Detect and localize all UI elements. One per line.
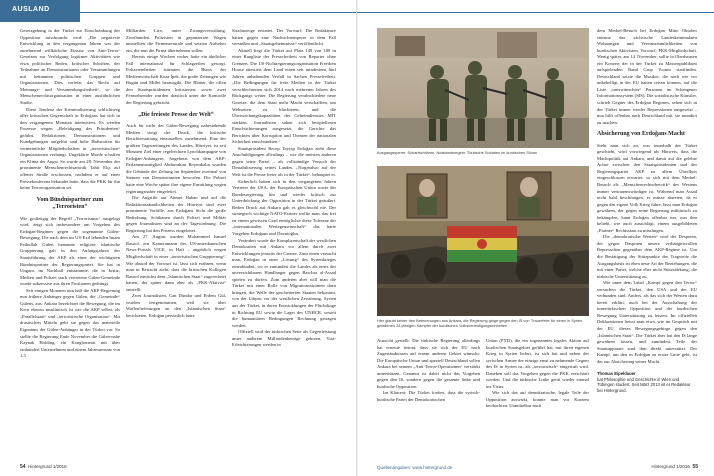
photo-caption: Ausgangssperre. Scharfschützen. Notstandsregeln: Türkische Soldaten im kurdischen Silvan xyxy=(377,150,537,155)
right-column-2 xyxy=(486,338,589,456)
paragraph: Wie unter dem Label „Kampf gegen den Terror“ versuchen die Türkei, den USA und der EU verbunden sind. Anders, als das sich der Westen dazu bereit erklärt, auch bei der Ausschaltung der innertürkischen Opposition und der kurdischen Bewegung Unterstützung zu leisten. Im offiziellen Deklarationen heisst man etwa, wie im Gespräch mit der EU, dieses Bewegungsgebirge gegen den „Islamischen Staat“. Die Türkei aber hat den IS lange gewähren lassen, und zumindest Teile der Staatsapparate sind ihm direkt unterstützt. Der Kampf, um den es Erdoğan zu erster Linie geht, ist der zur Absicherung seiner Macht. xyxy=(597,280,697,364)
paragraph: Gesetzgebung in der Türkei zur Einschränkung der Opposition missbraucht wird: „Die negativste Entwicklung in den vergangenen Jahren war der zunehmend willkürliche Einsatz von Anti-Terror-Gesetzen zur Verfolgung legitimer Aktivitäten wie etwa politischer Reden, kritischer Schriften, der Teilnahme an Demonstrationen oder Versammlungen mit bekannten politischen Gruppen und Organisationen. Dies verletzt das Recht auf Meinungs- und Versammlungsfreiheit“, so die Menschenrechtsorganisation in einer ausführlichen Studie. xyxy=(20,28,120,106)
left-column-2 xyxy=(126,28,226,456)
photo-memorial xyxy=(377,166,589,316)
page-number: 55 xyxy=(692,464,698,470)
paragraph: Am 27. August wurden Mohammed Ismael Rasool, ein Kameramann des US-amerikanischen News-Portals VICE, in Haft – angeblich wegen Mitgliedschaft in einer „terroristischen Gruppierung“. Wie absurd der Vorwurf ist, lässt sich erahnen, wenn man in Betracht zieht, dass die britischen Kollegen Rasool zunächst dem „Islamischen Staat“ zugerechnet hatten, der später dann aber als „PKK-Aktivist“ entstellt. xyxy=(126,234,226,292)
paragraph: Aussicht gestellt. Die türkische Regierung allerdings hat erneute betont, dass sie sich der EU nach Zugeständnissen auf einem anderen Gebiet wünscht: Die Europäische Union und speziell Deutschland sollen Ankara bei seinem „Anti-Terror-Operationen“ verstärkt unterstützen. Genannt ist dabei nicht das Vorgehen gegen den IS, sondern gegen die gesamte linke und kurdische Opposition. xyxy=(377,338,480,389)
paragraph: Diese Tendenz der Kriminalisierung schlichtweg aller kritischen Gegenschaft in Erdoğans hat sich in den vergangenen Monaten intensiviert. Es werden Prozesse wegen „Beleidigung des Präsidenten“ geführt, Redaktionen, Demonstrationen und Kundgebungen aufgelöst und hohe Haftstrafen für vermeintliche Mitgliedschaften in „terroristischen“ Organisationen verhängt. Ungeklärte Morde schaffen ein Klima der Angst. So wurde am 28. November der prominente Menschenrechtsanwalt Tahir Elçi auf offener Straße erschossen, nachdem er auf einer Pressekonferenz bekundet hatte, dass die PKK für ihn keine Terrororganisation sei. xyxy=(20,106,120,191)
subheading: Absicherung von Erdoğans Macht xyxy=(597,131,685,138)
paragraph: Aktuell liegt die Türkei auf Platz 149 von 180 in einer Rangliste der Pressefreiheit von Reporter ohne Grenzen. Die US-Nichtregierungsorganisation Freedom House attestiert dem Land einen seit mindestens fünf Jahren anhaltenden Verfall in Sachen Pressefreiheit. „Die Bedingungen für freie Medien in der Türkei verschlechterten sich 2014 nach mehreren Jahren des Rückgangs weiter. Die Regierung verabschiedete neue Gesetze, die dem Staat mehr Macht verschafften, um Webseiten zu blockieren, und die Überwachungskapazitäten des Geheimdienstes MİT stärkten. Journalisten sahen sich beispiellosen Einschüchterungen ausgesetzt, die Gerichte das Berichten über Korruption und Themen der nationalen Sicherheit einschränkten.“ xyxy=(232,47,336,145)
left-column-1 xyxy=(20,28,120,456)
memorial-photo-illustration xyxy=(377,166,589,316)
paragraph: Wie sich das auf demokratische, legale Teile der Opposition auswirkt, konnte man vor Kurzem beobachten. Unmittelbar nach xyxy=(486,390,589,409)
photo-soldiers xyxy=(377,28,589,148)
soldiers-photo-illustration xyxy=(377,28,589,148)
paragraph: Milliarden Lira, unter Zwangsverwaltung. Zweihundert Polizisten in gepanzerten Wagen umstellten die Firmenzentrale und setzten Aufseher ein, die nun die Firma übernehmen sollen. xyxy=(126,28,226,53)
page-number: 54 xyxy=(20,464,26,470)
author-name: Thomas Eipeldauer xyxy=(597,371,636,377)
paragraph: Auch für nicht der Gülen-Bewegung nahestehende Medien steigt der Druck, die kritische Berichterstattung einzustellen, zunehmend. Eine der größten Tageszeitungen des Landes, Hürriyet, ist seit Monaten Ziel einer regelrechten Lynchkampagne von Erdoğan-Anhängern. Angeheizt von dem AKP-Parlamentsmitglied Abdurrahim Boynukalın wurden die Gebäude der Zeitung im September zweimal von Steinen von Demonstranten beworfen. Die Polizei hatte eine Woche später ihre eigene Ermittlung wegen regierungsnaher eingeleitet. xyxy=(126,123,226,194)
sources-link[interactable]: Quellenangaben: www.hintergrund.de xyxy=(377,465,453,470)
magazine-issue: Hintergrund 1/2016 xyxy=(28,464,67,469)
right-column-1 xyxy=(377,338,480,456)
right-page xyxy=(357,0,714,476)
author-bio: hat Philosophie und Geschichte in Wien und Tübingen studiert. Seit März 2013 ist er Redakteur bei Hintergrund. xyxy=(597,376,691,393)
paragraph: Bereits einige Wochen vorher hatte ein ähnlicher Fall international für Schlagzeilen gesorgt. Polizeieinheiten stürmten die Büros der Medienwirtschaft Koza İpek, die große Zeitungen wie Bugün und Millet herausgibt. Die Blätter, die offen den Staatspräsidenten kritisierten, sowie zwei Fernsehsender wurden drastisch unter die Kontrolle der Regierung gebracht. xyxy=(126,54,226,106)
paragraph: Sicherlich haben sich in den vergangenen Jahren Vertreter der USA, der Europäischen Union sowie der Bundesregierung hin und wieder kritisch zur Unterdrückung der Opposition in der Türkei geäußert. Reden Druck auf Ankara gab es gleichwohl nie. Der strategisch wichtige NATO-Partner wollte man, das frei zu einem gewissen Grad ermöglichte diese Toleranz der „internationalen Wertegemeinschaft“ das harte Vorgehen Erdoğans und Davutoğlus. xyxy=(232,178,336,236)
paragraph: Strafanzeige erstattet. Der Vorwurf: Die Redakteure hätten gegen eine Nachrichtensperre in dem Fall verstoßen und „Staatsgeheimnisse“ veröffentlicht. xyxy=(232,28,336,47)
right-column-3 xyxy=(597,28,697,456)
paragraph: Staatspräsident Recep Tayyip Erdoğan zieht diese Anschuldigungen allerdings – wie die meisten anderen gegen seine Partei – als vollständige Versuch der Destabilisierung seines Landes. „Nirgendwo auf der Welt ist die Presse freier als in der Türkei“, behauptet er. xyxy=(232,145,336,178)
paragraph: Wie großzügig der Begriff „Terrorismus“ ausgelegt wird, zeigt sich insbesondere am Vorgehen des Erdoğan-Regimes gegen die sogenannte Gülen-Bewegung. Die nach dem im US-Exil lebenden Imam Fethullah Gülen benannte religiöse islamische Gruppierung galt in den Anfangsjahren der Staatsführung der AKP als einer der wichtigsten Bündnispartner der Regierungspartei. Sie hat in Ungarn, im Nachhall entstammte, die in Justiz, Medien und Polizei stark vertretene Gülen-Gemeinde wurde sukzessive aus ihren Positionen gedrängt. xyxy=(20,215,120,287)
paragraph: Im Klartext: Die Türkei fordert, dass die syrisch-kurdische Partei der Demokratischen xyxy=(377,390,480,402)
section-rubric xyxy=(0,0,80,22)
paragraph: Offiziell wird der türkischen Seite als Gegenleistung unter anderem Milliardenbeträge geboten, Visa-Erleichterungen werden in xyxy=(232,329,336,348)
left-column-3 xyxy=(232,28,336,456)
author-box xyxy=(597,371,697,393)
paragraph: Zwei Journalisten, Can Dündar und Erdem Gül, wurden festgenommen, weil sie über Waffenlieferungen an den „Islamischen Staat“ berichteten. Erdoğan persönlich hatte xyxy=(126,293,226,318)
header-rule xyxy=(80,12,357,13)
subheading: „Die freieste Presse der Welt“ xyxy=(138,111,214,118)
paragraph: Die „demokratische Werten“ wird der Despoten, der gegen Despoten unsere verhängnisvollen Repressalien gegenüber dem AKP-Regime ist. Um die Bestätigung der Stützpunkte der Tragweite die Ausgangsbasis ist eben neue Art der Beziehungen, die mit einer Partei, welche eher nicht Stützstärkung, die türkische Unterstützung zu. xyxy=(597,234,697,279)
paragraph: Union (PYD), die ein sogenanntes legales Aktion auf kurdischen Staatsgebiet geführt hat, mit ihren eigenen Krieg in Syrien liefert, ist sich hat und neben der syrischen Armee der einzige ernst zu nehmende Gegner des IS in Syrien ist, als „terroristisch“ eingestuft wird. Daneben soll das Vorgehen gegen die PKK verschärft werden. Und die türkische Linke gerät wieder einmal ins Visier. xyxy=(486,338,589,389)
paragraph: Die Angriffe auf Ahmet Hakan und auf die Redaktionsräumlichkeiten der Hürriyet sind zwei prominente Vorfälle, aus Erdoğans Sicht die große Bedrohung. Schikanen durch Polizei und Militär gegen Journalisten sind an der Tagesordnung. Die Regierung hat den Prozess eingeleitet. xyxy=(126,195,226,233)
subheading: Vom Bündnispartner zum „Terroristen“ xyxy=(36,196,104,211)
page-footer-left xyxy=(20,464,67,470)
paragraph: dem Merkel-Besuch bei Erdoğan Mitte Oktober stürmte das sächsische Landeskriminalamt Wohnungen und Vereinsräumlichkeiten von kurdischen Aktivisten. Vorwurf: PKK-Mitgliedschaft. Wenig später, am 14. November, sollte in Oberhausen ein Konzert der in der Türkei zu Massenpublikum aufspielenden Band Grup Yorum stattfinden. Deutschland setzte die Musiker, die nach wie vor unbehelligt in der EU hatten reisen können, auf die Liste „unerwünschter“ Personen im Schengener Informationssystem (SIS). Die sozialistische Künstler, schrieb Gegner des Erdoğan Regimes, sehen sich in der Türkei immer wieder Repressionen ausgesetzt – nun hilft offenbar auch Deutschland mit, sie mundtot zu machen. xyxy=(597,28,697,125)
photo-caption: Hier glaubt keiner den Beteuerungen aus Ankara, die Regierung ginge gegen den IS vor: Trauerfeier für einen in Syrien gefallenen 24-jährigen Kämpfer der kurdischen Volksverteidigungseinheiten xyxy=(377,318,583,329)
magazine-issue: Hintergrund 1/2016 xyxy=(651,464,690,469)
paragraph: Verändert wurde die Komplizenschaft der westlichen Demokratien mit Ankara vor allem durch zwei Entwicklungen jenseits der Grenze. Zum einen versucht man, Erdoğan in einer „Lösung“ des Syrienkrieges einzubinden, wo er zumindest die Landes als eines der unverzichtbaren Handlanger gegen Baschar al-Assad spielen zu dürfen. Zum anderen aber will man die Türkei mit einer Rolle von Migrationsströmen dazu bringen, die Welle der gescheiterten Staaten bekommt, von der Libyen vor der westlichen Zerstörung, Syrien aus der Türkei, in deren Entwicklungen der Flüchtlinge in Richtung EU sowie die Lager des UNHCR, soweit die humanitären Bedingungen Rechnung getragen werden. xyxy=(232,237,336,328)
section-label: AUSLAND xyxy=(12,6,50,13)
header-rule xyxy=(357,12,714,13)
paragraph: Steht man sich an, was innerhalb der Türkei geschieht, wird vorwiegend als Hinweis, dass die Machtpolitik auf Ankara, und damit auf die gelebte Achse zwischen den Staatspräsidenten und der Regierungspartei AKP zu allem Überfluss eingeschlossen erwartet: so sich mit dem Merkel-Besuch als „Menschenrechtsrhetorik“ des Westens immer vertrauenswürdiger ist. Während man Assad nicht bald beschönigen, er müsse abtreten, da er gegen das eigene Volk Krieg führe, lässt man Erdoğan gewähren, der gegen seine Regierung militärisch zu bekämpfen, kann Erdoğan offenbar tun, was ihm beliebt, wie auch ausschlägt, einem ausgebildeten „Partner“ Rechtsstaat zu misslingen. xyxy=(597,142,697,233)
page-footer-right xyxy=(651,464,698,470)
paragraph: Seit einigen Monaten nun hält die AKP-Regierung nun frühere Anhänger gegen Gülen, die „Gemeinde“ Gülens, aus. Ankara bezeichnet die Bewegung, die im Kern ebenso muslimisch ist wie die AKP selbst, als „Parallelstaat“ und „terroristische Organisation“. Mit drastischen Mitteln geht sie gegen das materielle Eigentum der Gülen-Anhänger in der Türkei vor. So stellte die Regierung Ende November die Gülen-nahe Kaynak Holding, ein Konglomerat mit über einhundert Unternehmen und einem Jahresumsatz von 1,5 xyxy=(20,287,120,359)
